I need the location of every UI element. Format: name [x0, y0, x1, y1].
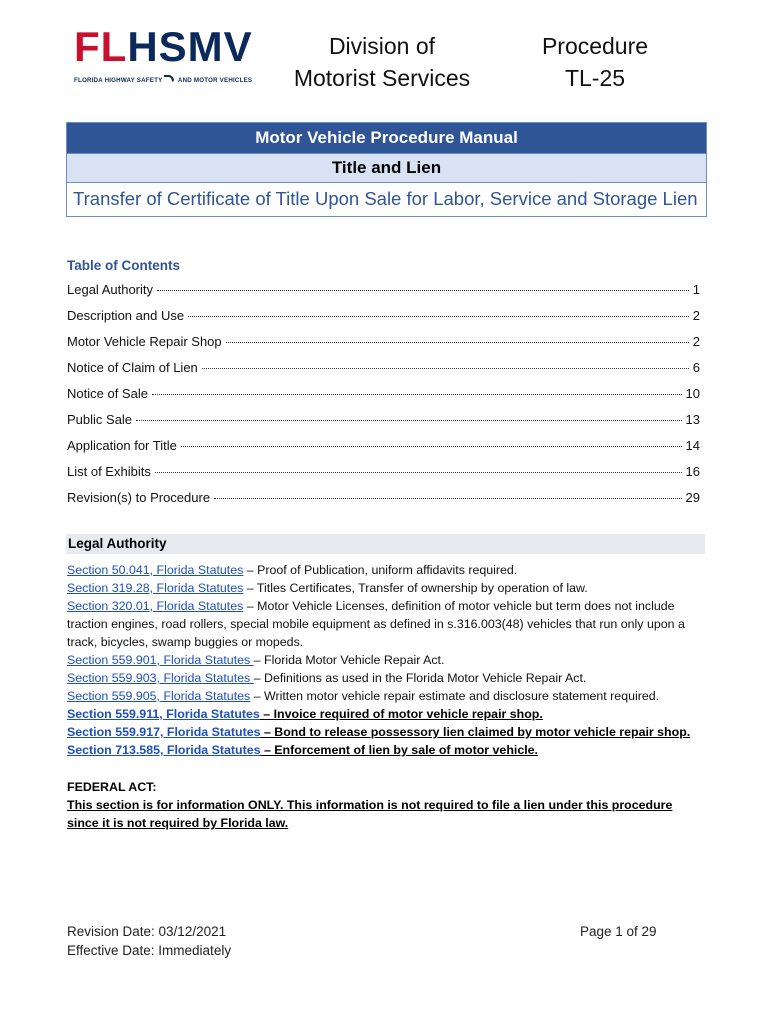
footer-dates	[67, 922, 231, 960]
division-line-2: Motorist Services	[293, 65, 471, 91]
logo-sub-left: FLORIDA HIGHWAY SAFETY	[74, 77, 163, 84]
procedure-id	[520, 30, 670, 94]
revision-date: Revision Date: 03/12/2021	[67, 924, 227, 939]
toc-item[interactable]	[67, 490, 700, 516]
statute-entry-bold	[67, 723, 707, 741]
toc-item[interactable]	[67, 412, 700, 438]
statute-entry	[67, 651, 707, 669]
procedure-line-1: Procedure	[541, 33, 649, 59]
toc-page: 13	[685, 412, 700, 427]
statute-link[interactable]: Section 559.911, Florida Statutes	[67, 707, 260, 721]
logo-subtitle	[74, 74, 266, 84]
logo-hsmv: HSMV	[127, 23, 253, 70]
section-title: Title and Lien	[67, 153, 706, 183]
title-box	[66, 122, 707, 217]
logo-wordmark	[74, 23, 266, 70]
toc-leader	[155, 472, 682, 473]
statute-description: – Motor Vehicle Licenses, definition of motor vehicle but term does not include traction engines, road rollers, special mobile equipment as defined in s.316.003(48) vehicles that run only upon a track, bicycles, swamp buggies or mopeds.	[67, 599, 685, 649]
toc-label: Application for Title	[67, 438, 177, 453]
toc-leader	[188, 316, 689, 317]
logo-sub-right: AND MOTOR VEHICLES	[177, 77, 253, 84]
statute-link[interactable]: Section 50.041, Florida Statutes	[67, 563, 244, 577]
statute-description: – Invoice required of motor vehicle repair shop.	[259, 707, 543, 721]
legal-authority-list	[67, 561, 707, 759]
manual-title: Motor Vehicle Procedure Manual	[67, 123, 706, 153]
toc-page: 14	[685, 438, 700, 453]
statute-link[interactable]: Section 713.585, Florida Statutes	[67, 743, 261, 757]
toc-item[interactable]	[67, 360, 700, 386]
toc-page: 10	[685, 386, 700, 401]
toc-item[interactable]	[67, 386, 700, 412]
procedure-line-2: TL-25	[564, 65, 626, 91]
statute-link[interactable]: Section 319.28, Florida Statutes	[67, 581, 244, 595]
division-line-1: Division of	[328, 33, 436, 59]
federal-act-heading: FEDERAL ACT:	[67, 780, 157, 794]
toc-leader	[202, 368, 689, 369]
toc-item[interactable]	[67, 438, 700, 464]
toc-leader	[136, 420, 681, 421]
toc-leader	[226, 342, 689, 343]
toc-item[interactable]	[67, 282, 700, 308]
toc-item[interactable]	[67, 308, 700, 334]
toc-page: 2	[692, 334, 700, 349]
toc-label: Public Sale	[67, 412, 133, 427]
toc-heading: Table of Contents	[67, 258, 180, 273]
toc-page: 16	[685, 464, 700, 479]
toc-label: Revision(s) to Procedure	[67, 490, 211, 505]
statute-entry	[67, 561, 707, 579]
florida-map-icon	[164, 77, 178, 84]
effective-date: Effective Date: Immediately	[67, 943, 232, 958]
toc-label: Description and Use	[67, 308, 185, 323]
page-number: Page 1 of 29	[580, 924, 657, 939]
statute-entry	[67, 579, 707, 597]
statute-entry	[67, 597, 707, 651]
toc-item[interactable]	[67, 464, 700, 490]
toc-page: 29	[685, 490, 700, 505]
statute-entry	[67, 669, 707, 687]
toc-label: Notice of Claim of Lien	[67, 360, 198, 375]
toc-leader	[152, 394, 682, 395]
statute-link[interactable]: Section 559.901, Florida Statutes	[67, 653, 254, 667]
statute-link[interactable]: Section 559.905, Florida Statutes	[67, 689, 251, 703]
toc-leader	[181, 446, 682, 447]
statute-description: – Written motor vehicle repair estimate and disclosure statement required.	[250, 689, 660, 703]
division-title	[282, 30, 482, 94]
toc-page: 2	[692, 308, 700, 323]
statute-description: – Florida Motor Vehicle Repair Act.	[253, 653, 445, 667]
logo-fl: FL	[74, 23, 128, 70]
toc-label: Motor Vehicle Repair Shop	[67, 334, 222, 349]
statute-link[interactable]: Section 559.903, Florida Statutes	[67, 671, 254, 685]
statute-entry	[67, 687, 707, 705]
table-of-contents	[67, 282, 700, 516]
statute-link[interactable]: Section 320.01, Florida Statutes	[67, 599, 244, 613]
statute-description: – Titles Certificates, Transfer of ownership by operation of law.	[243, 581, 588, 595]
legal-authority-heading: Legal Authority	[66, 534, 705, 554]
statute-entry-bold	[67, 741, 707, 759]
federal-act-section	[67, 778, 707, 832]
toc-leader	[214, 498, 681, 499]
toc-label: Legal Authority	[67, 282, 154, 297]
toc-page: 1	[692, 282, 700, 297]
flhsmv-logo	[74, 23, 266, 86]
toc-label: List of Exhibits	[67, 464, 151, 479]
statute-link[interactable]: Section 559.917, Florida Statutes	[67, 725, 261, 739]
subject-title: Transfer of Certificate of Title Upon Sale for Labor, Service and Storage Lien	[73, 188, 698, 209]
toc-label: Notice of Sale	[67, 386, 148, 401]
statute-description: – Definitions as used in the Florida Motor Vehicle Repair Act.	[253, 671, 587, 685]
statute-description: – Proof of Publication, uniform affidavits required.	[243, 563, 518, 577]
statute-description: – Bond to release possessory lien claimed by motor vehicle repair shop.	[260, 725, 691, 739]
statute-entry-bold	[67, 705, 707, 723]
toc-item[interactable]	[67, 334, 700, 360]
toc-page: 6	[692, 360, 700, 375]
statute-description: – Enforcement of lien by sale of motor vehicle.	[260, 743, 538, 757]
toc-leader	[157, 290, 689, 291]
federal-act-note: This section is for information ONLY. This information is not required to file a lien under this procedure since it is not required by Florida law.	[67, 798, 673, 830]
